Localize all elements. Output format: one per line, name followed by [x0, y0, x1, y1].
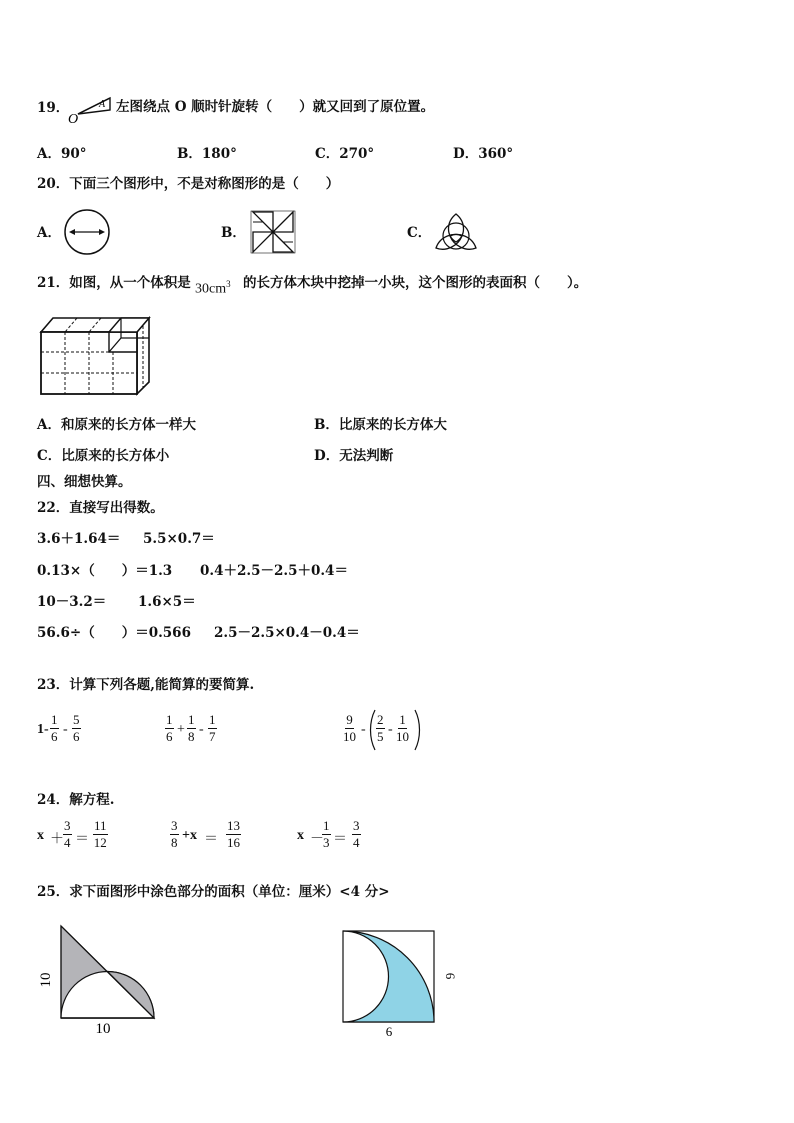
- q24-eq2-frac1: $\frac{3}{8}$: [171, 818, 178, 850]
- q23-e2-frac1: $\frac{1}{6}$: [166, 712, 173, 744]
- q23-question: 23．计算下列各题,能简算的要简算.: [37, 677, 255, 693]
- q24-eq3-frac2: $\frac{3}{4}$: [353, 818, 360, 850]
- q22-item: 5.5×0.7＝: [143, 531, 215, 547]
- q24-eq1-frac1: $\frac{3}{4}$: [64, 818, 71, 850]
- q23-e1-lead: 1-: [37, 722, 49, 737]
- q21-volume: $30cm^3$: [195, 279, 231, 297]
- q23-e3-frac3: $\frac{1}{10}$: [396, 712, 409, 744]
- q20-figure-a-circle-arrow: [62, 208, 112, 256]
- q19-point-a: A: [99, 99, 106, 110]
- q19-option-b[interactable]: B．180°: [177, 146, 237, 162]
- q21-option-b[interactable]: B．比原来的长方体大: [314, 417, 447, 433]
- q19-option-a[interactable]: A．90°: [37, 146, 87, 162]
- q23-e3-frac1: $\frac{9}{10}$: [343, 712, 356, 744]
- q24-eq2-equals: ＝: [204, 832, 218, 847]
- q25-question: 25．求下面图形中涂色部分的面积（单位：厘米）<4 分>: [37, 884, 390, 900]
- q20-label-a[interactable]: A．: [37, 225, 61, 241]
- q24-eq1-plus: ＋: [50, 832, 64, 847]
- q20-figure-b-pinwheel: [249, 210, 297, 254]
- q25-figure-1-triangle-semicircle: [30, 920, 160, 1038]
- q25-fig1-width-label: 10: [95, 1021, 111, 1037]
- q24-eq3-x: x: [297, 828, 304, 843]
- q23-e2-frac2: $\frac{1}{8}$: [188, 712, 195, 744]
- q21-question-pre: 21．如图，从一个体积是: [37, 275, 191, 291]
- q23-e1-frac2: $\frac{5}{6}$: [73, 712, 80, 744]
- q22-item: 2.5－2.5×0.4－0.4＝: [214, 625, 360, 641]
- q20-label-b[interactable]: B．: [221, 225, 246, 241]
- q22-question: 22．直接写出得数。: [37, 500, 164, 516]
- q24-eq1-x: x: [37, 828, 44, 843]
- q25-fig2-width-label: 6: [385, 1024, 393, 1039]
- section-4-title: 四、细想快算。: [37, 474, 132, 490]
- q24-eq1-frac2: $\frac{11}{12}$: [93, 818, 107, 850]
- q23-e1-frac1: $\frac{1}{6}$: [51, 712, 58, 744]
- q24-question: 24．解方程.: [37, 792, 115, 808]
- q23-e2-frac3: $\frac{1}{7}$: [209, 712, 216, 744]
- q19-point-o: O: [68, 112, 79, 127]
- q22-item: 56.6÷（ ）＝0.566: [37, 625, 191, 641]
- q19-number: 19．: [37, 100, 70, 116]
- q24-eq3-frac1: $\frac{1}{3}$: [323, 818, 330, 850]
- q23-e3-minus: -: [361, 722, 366, 737]
- q22-item: 1.6×5＝: [138, 594, 196, 610]
- q21-option-a[interactable]: A．和原来的长方体一样大: [37, 417, 196, 433]
- q23-e3-left-paren: [368, 708, 376, 752]
- q19-option-c[interactable]: C．270°: [315, 146, 375, 162]
- q25-fig2-height-label: 6: [443, 972, 458, 980]
- q19-option-d[interactable]: D．360°: [453, 146, 514, 162]
- q23-e3-inner-minus: -: [388, 722, 393, 737]
- q20-figure-c-trefoil: [432, 208, 480, 254]
- q25-figure-2-square-crescent: [336, 924, 460, 1046]
- q24-eq2-frac2: $\frac{13}{16}$: [227, 818, 240, 850]
- q22-item: 0.13×（ ）＝1.3: [37, 563, 173, 579]
- q24-eq3-minus: －: [310, 832, 324, 847]
- q25-fig1-height-label: 10: [38, 972, 54, 988]
- q23-e1-minus: -: [63, 722, 68, 737]
- q24-eq1-equals: ＝: [75, 832, 89, 847]
- q19-triangle-figure: [66, 92, 116, 127]
- q21-option-d[interactable]: D．无法判断: [314, 448, 394, 464]
- q23-e3-right-paren: [414, 708, 422, 752]
- q19-question: 左图绕点 O 顺时针旋转（ ）就又回到了原位置。: [116, 99, 435, 115]
- q24-eq2-plus-x: +x: [182, 828, 197, 843]
- q22-item: 3.6＋1.64＝: [37, 531, 121, 547]
- q23-e2-minus: -: [199, 722, 204, 737]
- q22-item: 10－3.2＝: [37, 594, 107, 610]
- q21-cuboid-figure: [37, 312, 153, 396]
- q20-question: 20．下面三个图形中，不是对称图形的是（ ）: [37, 176, 340, 192]
- q23-e3-frac2: $\frac{2}{5}$: [377, 712, 384, 744]
- q24-eq3-equals: ＝: [333, 832, 347, 847]
- q21-option-c[interactable]: C．比原来的长方体小: [37, 448, 170, 464]
- q23-e2-plus: +: [177, 722, 185, 737]
- q20-label-c[interactable]: C．: [407, 225, 432, 241]
- q22-item: 0.4＋2.5－2.5＋0.4＝: [200, 563, 348, 579]
- q21-question-post: 的长方体木块中挖掉一小块，这个图形的表面积（ ）。: [243, 275, 588, 291]
